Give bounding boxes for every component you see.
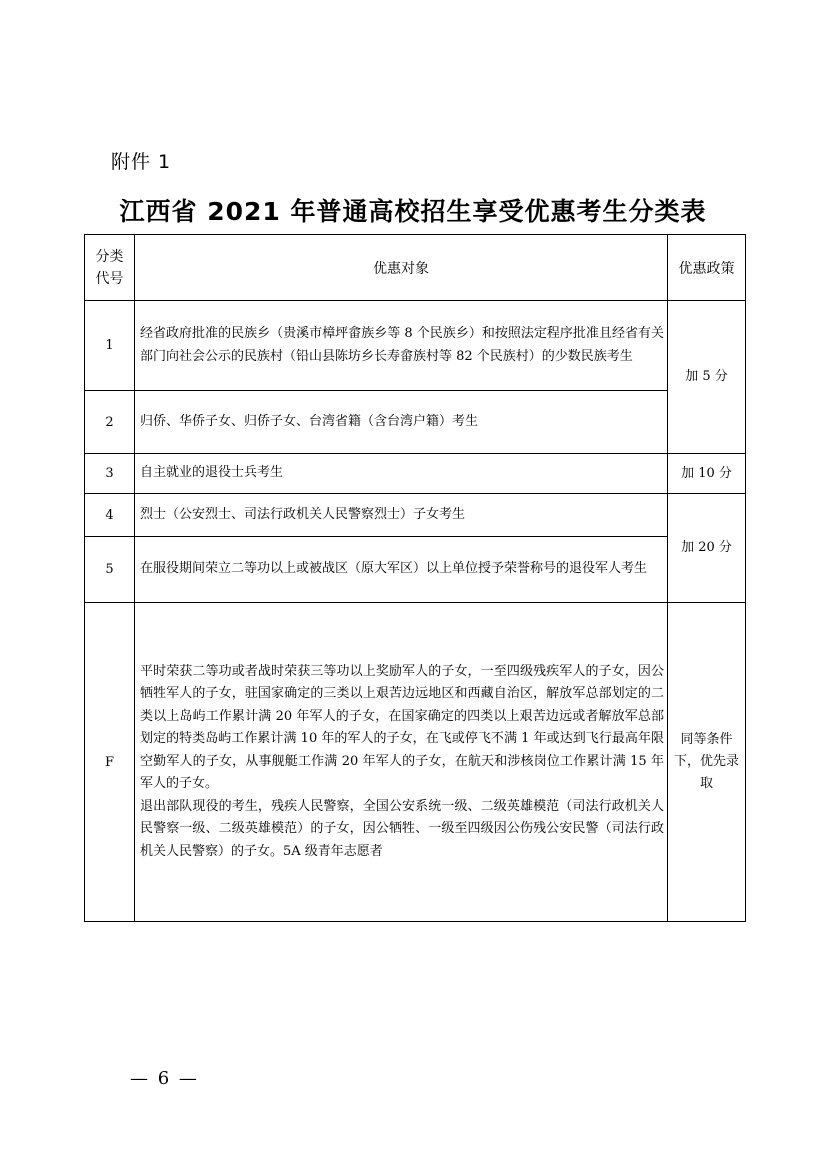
row-code: F bbox=[85, 603, 135, 922]
table-row bbox=[85, 391, 746, 454]
row-policy: 加 5 分 bbox=[668, 301, 746, 454]
table-header-row bbox=[85, 235, 746, 301]
row-code: 1 bbox=[85, 301, 135, 391]
row-code: 5 bbox=[85, 537, 135, 603]
row-target-paragraph-1: 平时荣获二等功或者战时荣获三等功以上奖励军人的子女，一至四级残疾军人的子女，因公牺牲军人的子女，驻国家确定的三类以上艰苦边远地区和西藏自治区，解放军总部划定的二类以上岛屿工作累计满 20 年军人的子女，在国家确定的四类以上艰苦边远或者解放军总部划定的特类岛屿工作累计满 10 年的军人的子女，在飞或停飞不满 1 年或达到飞行最高年限空勤军人的子女，从事舰艇工作满 20 年军人的子女，在航天和涉核岗位工作累计满 15 年军人的子女。 bbox=[140, 663, 664, 792]
row-target: 在服役期间荣立二等功以上或被战区（原大军区）以上单位授予荣誉称号的退役军人考生 bbox=[135, 537, 668, 603]
table-row bbox=[85, 537, 746, 603]
header-target: 优惠对象 bbox=[135, 235, 668, 301]
row-policy: 同等条件下，优先录取 bbox=[668, 603, 746, 922]
table-row bbox=[85, 494, 746, 537]
table-row bbox=[85, 603, 746, 922]
row-code: 4 bbox=[85, 494, 135, 537]
row-code: 3 bbox=[85, 454, 135, 494]
header-policy: 优惠政策 bbox=[668, 235, 746, 301]
attachment-label: 附件 1 bbox=[111, 151, 172, 173]
document-title: 江西省 2021 年普通高校招生享受优惠考生分类表 bbox=[119, 197, 707, 226]
row-target: 归侨、华侨子女、归侨子女、台湾省籍（含台湾户籍）考生 bbox=[135, 391, 668, 454]
row-target-paragraph-2: 退出部队现役的考生，残疾人民警察，全国公安系统一级、二级英雄模范（司法行政机关人民警察一级、二级英雄模范）的子女，因公牺牲、一级至四级因公伤残公安民警（司法行政机关人民警察）的子女。5A 级青年志愿者 bbox=[140, 798, 664, 859]
header-code-label: 分类 代号 bbox=[95, 248, 124, 287]
page-number: — 6 — bbox=[130, 1068, 199, 1089]
row-target: 自主就业的退役士兵考生 bbox=[135, 454, 668, 494]
row-code: 2 bbox=[85, 391, 135, 454]
row-target: 经省政府批准的民族乡（贵溪市樟坪畲族乡等 8 个民族乡）和按照法定程序批准且经省有关部门向社会公示的民族村（铅山县陈坊乡长寿畲族村等 82 个民族村）的少数民族考生 bbox=[135, 301, 668, 391]
row-policy: 加 20 分 bbox=[668, 494, 746, 603]
table-row bbox=[85, 454, 746, 494]
table-row bbox=[85, 301, 746, 391]
header-code bbox=[85, 235, 135, 301]
row-policy: 加 10 分 bbox=[668, 454, 746, 494]
row-target: 烈士（公安烈士、司法行政机关人民警察烈士）子女考生 bbox=[135, 494, 668, 537]
row-target bbox=[135, 603, 668, 922]
preferential-category-table bbox=[84, 234, 746, 922]
